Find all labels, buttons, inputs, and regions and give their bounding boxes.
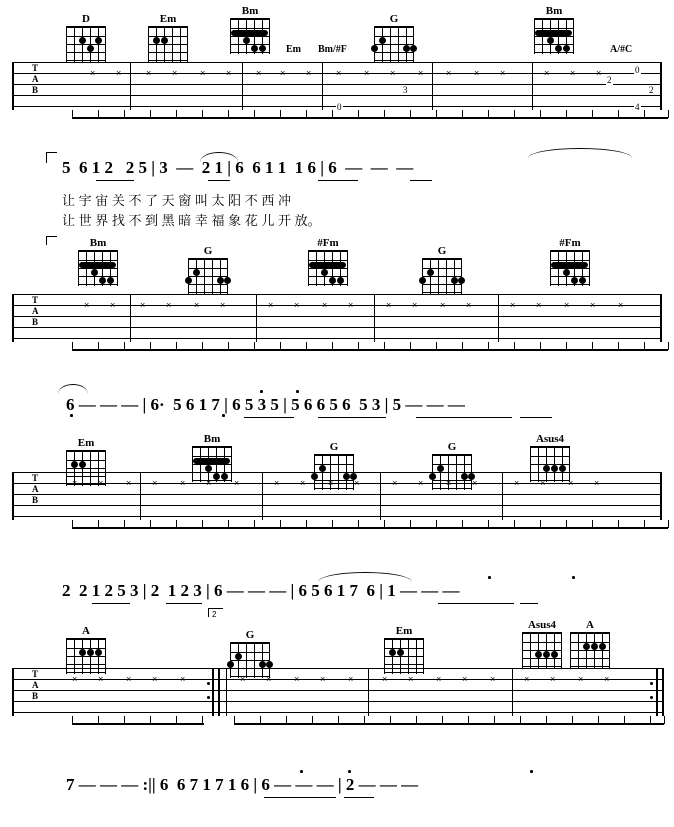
- notation-row-2: 6 — — — | 6· 5 6 1 7 | 6 5 3 5 | 5 6 6 5 6 5 3 | 5 — — —: [66, 395, 465, 414]
- chord-grid: [374, 26, 414, 62]
- chord-diagram-Em: Em: [382, 626, 426, 674]
- chord-diagram-Bm: Bm: [532, 6, 576, 54]
- chord-diagram-Em: Em: [64, 438, 108, 486]
- chord-diagram-Bm: Bm: [228, 6, 272, 54]
- lyrics-line-2: 让 世 界 找 不 到 黑 暗 幸 福 象 花 儿 开 放。: [62, 213, 321, 228]
- sheet-music-page: D Em Bm G Bm Em Bm/#F A/#C T A B × × × × × × × × × × × × × × × × × × × 0 3 2 0 2 4 5 6 1 2 2 5 | 3 — 2 1 | 6 6 1 1 1 6 | 6 — — — 让 宇 宙 关 不 了 天 窗 叫 太 阳 不 西 冲 让 世 界 找 不 到 黑 暗 幸 福 象 花 儿 开 放。 Bm G #Fm G #Fm T A B × × × × × × × × × × × × × × × × × × × 6 — — — | 6· 5 6 1 7 | 6 5 3 5 | 5 6 6 5 6 5 3 | 5 — — — Em Bm G G Asus4 T A B × × × × × × × × × × × × × × × × × × × 2 2 1 2 5 3 | 2 1 2 3 | 6 — — — | 6 5 6 1 7 6 | 1 — — — 2 A G Em Asus4 A T A B × × × × × × × × × × × × × × × × × × × 7 — — — :|| 6 6 7 1 7 1 6 | 6 — — — | 2 — — —: [0, 0, 674, 827]
- chord-grid: [188, 258, 228, 294]
- tab-letter-A: A: [32, 306, 39, 316]
- chord-grid: [522, 632, 562, 668]
- chord-diagram-Asus4: Asus4: [528, 434, 572, 482]
- chord-grid: [550, 250, 590, 286]
- fret-number: 2: [607, 75, 612, 85]
- chord-diagram-G: G: [420, 246, 464, 294]
- tab-letter-B: B: [32, 691, 39, 701]
- inline-chord-A-C: A/#C: [610, 44, 633, 55]
- chord-diagram-D: D: [64, 14, 108, 62]
- staff-lines: [12, 472, 662, 520]
- chord-grid: [78, 250, 118, 286]
- ending-number: 2: [212, 610, 217, 619]
- chord-grid: [570, 632, 610, 668]
- chord-diagram-Bm: Bm: [76, 238, 120, 286]
- notation-row-3: 2 2 1 2 5 3 | 2 1 2 3 | 6 — — — | 6 5 6 1 7 6 | 1 — — —: [62, 581, 460, 600]
- inline-chord-Em: Em: [286, 44, 301, 55]
- fret-number: 3: [403, 85, 408, 95]
- fret-number: 0: [635, 65, 640, 75]
- chord-diagram-Fsharp-m: #Fm: [306, 238, 350, 286]
- tab-letter-B: B: [32, 85, 39, 95]
- chord-diagram-G: G: [228, 630, 272, 678]
- chord-grid: [66, 26, 106, 62]
- tab-letter-T: T: [32, 669, 39, 679]
- staff-lines: [12, 668, 662, 716]
- chord-diagram-Em: Em: [146, 14, 190, 62]
- notation-row-4: 7 — — — :|| 6 6 7 1 7 1 6 | 6 — — — | 2 — — —: [66, 775, 419, 794]
- fret-number: 4: [635, 102, 640, 112]
- tab-letter-B: B: [32, 317, 39, 327]
- chord-diagram-G: G: [312, 442, 356, 490]
- lyrics-line-1: 让 宇 宙 关 不 了 天 窗 叫 太 阳 不 西 冲: [62, 193, 291, 208]
- chord-diagram-A: A: [64, 626, 108, 674]
- inline-chord-Bm-F: Bm/#F: [318, 44, 347, 55]
- chord-diagram-Asus4: Asus4: [520, 620, 564, 668]
- chord-diagram-A: A: [568, 620, 612, 668]
- tab-letter-A: A: [32, 74, 39, 84]
- chord-diagram-G: G: [186, 246, 230, 294]
- notation-row-1: 5 6 1 2 2 5 | 3 — 2 1 | 6 6 1 1 1 6 | 6 — — —: [62, 158, 414, 177]
- chord-grid: [534, 18, 574, 54]
- chord-grid: [422, 258, 462, 294]
- tab-letter-B: B: [32, 495, 39, 505]
- tab-letter-A: A: [32, 680, 39, 690]
- chord-diagram-Bm: Bm: [190, 434, 234, 482]
- tab-letter-T: T: [32, 295, 39, 305]
- fret-number: 2: [649, 85, 654, 95]
- tab-letter-T: T: [32, 473, 39, 483]
- chord-grid: [230, 18, 270, 54]
- chord-diagram-G: G: [430, 442, 474, 490]
- fret-number: 0: [337, 102, 342, 112]
- chord-grid: [148, 26, 188, 62]
- chord-grid: [308, 250, 348, 286]
- tab-letter-T: T: [32, 63, 39, 73]
- chord-diagram-Fsharp-m: #Fm: [548, 238, 592, 286]
- tab-letter-A: A: [32, 484, 39, 494]
- chord-diagram-G: G: [372, 14, 416, 62]
